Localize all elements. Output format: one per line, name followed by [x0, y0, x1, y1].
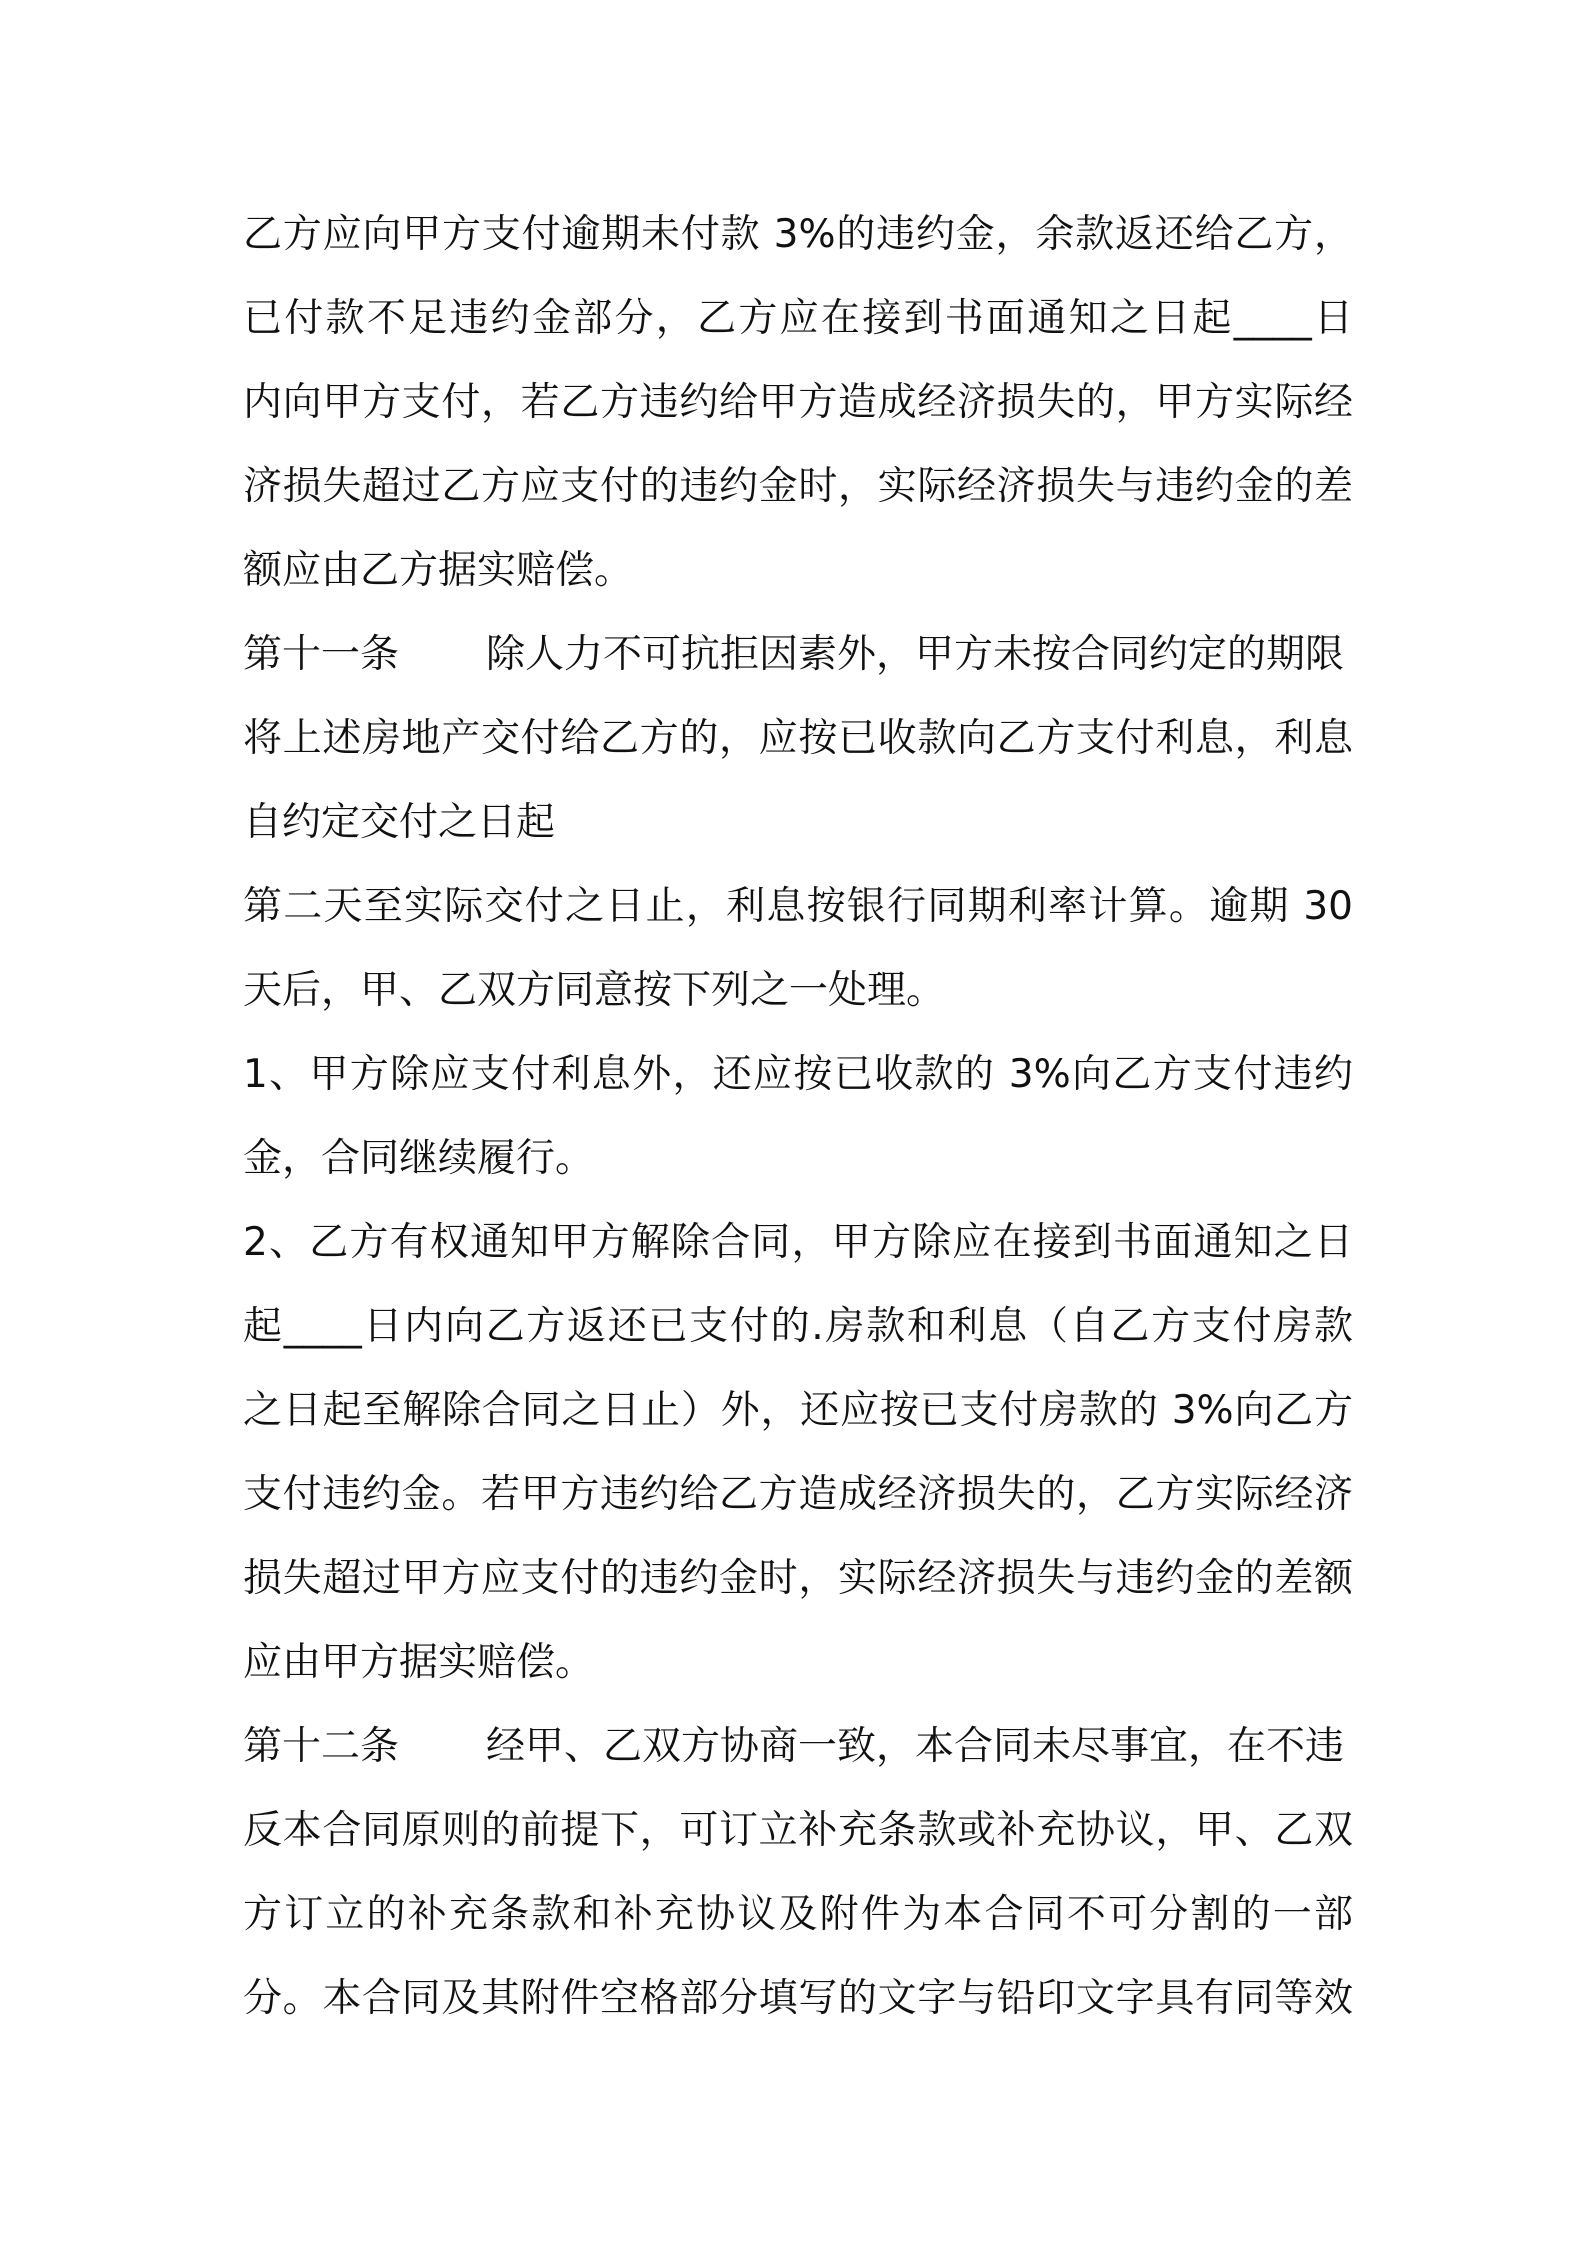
text-line: 起____日内向乙方返还已支付的.房款和利息（自乙方支付房款	[243, 1304, 1353, 1349]
text-line: 损失超过甲方应支付的违约金时，实际经济损失与违约金的差额	[243, 1556, 1353, 1601]
text-line: 反本合同原则的前提下，可订立补充条款或补充协议，甲、乙双	[243, 1808, 1353, 1853]
text-line: 分。本合同及其附件空格部分填写的文字与铅印文字具有同等效	[243, 1976, 1353, 2021]
article-12-heading	[243, 1705, 1353, 1789]
document-body	[243, 193, 1353, 2041]
article-11-heading	[243, 613, 1353, 697]
article-12-text: 经甲、乙双方协商一致，本合同未尽事宜，在不违	[486, 1724, 1345, 1769]
text-line: 应由甲方据实赔偿。	[243, 1640, 595, 1685]
text-line: 第二天至实际交付之日止，利息按银行同期利率计算。逾期 30	[243, 884, 1353, 929]
text-line: 济损失超过乙方应支付的违约金时，实际经济损失与违约金的差	[243, 464, 1353, 509]
text-line: 自约定交付之日起	[243, 800, 556, 845]
text-line: 支付违约金。若甲方违约给乙方造成经济损失的，乙方实际经济	[243, 1472, 1353, 1517]
text-line: 天后，甲、乙双方同意按下列之一处理。	[243, 968, 946, 1013]
text-line: 已付款不足违约金部分，乙方应在接到书面通知之日起____日	[243, 296, 1353, 341]
article-12-label: 第十二条	[243, 1724, 400, 1769]
text-line: 内向甲方支付，若乙方违约给甲方造成经济损失的，甲方实际经	[243, 380, 1353, 425]
text-line: 乙方应向甲方支付逾期未付款 3%的违约金，余款返还给乙方，	[243, 212, 1353, 257]
article-11-text: 除人力不可抗拒因素外，甲方未按合同约定的期限	[486, 632, 1345, 677]
text-line: 将上述房地产交付给乙方的，应按已收款向乙方支付利息，利息	[243, 716, 1353, 761]
text-line: 2、乙方有权通知甲方解除合同，甲方除应在接到书面通知之日	[243, 1220, 1353, 1265]
text-line: 额应由乙方据实赔偿。	[243, 548, 634, 593]
article-11-label: 第十一条	[243, 632, 400, 677]
text-line: 1、甲方除应支付利息外，还应按已收款的 3%向乙方支付违约	[243, 1052, 1353, 1097]
text-line: 之日起至解除合同之日止）外，还应按已支付房款的 3%向乙方	[243, 1388, 1353, 1433]
text-line: 方订立的补充条款和补充协议及附件为本合同不可分割的一部	[243, 1892, 1353, 1937]
text-line: 金，合同继续履行。	[243, 1136, 595, 1181]
